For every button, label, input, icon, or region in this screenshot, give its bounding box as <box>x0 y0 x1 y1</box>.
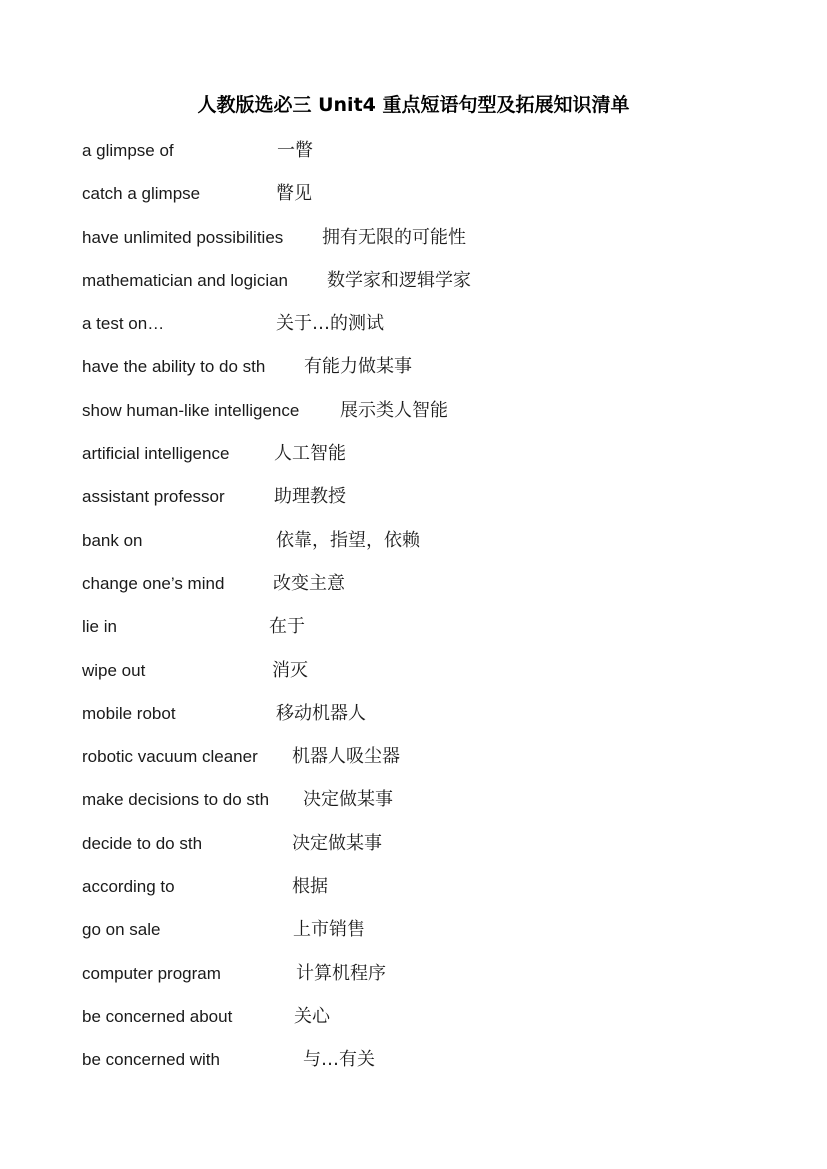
phrase-meaning: 依靠，指望，依赖 <box>276 529 420 551</box>
phrase-term: have unlimited possibilities <box>82 227 284 247</box>
phrase-meaning: 决定做某事 <box>292 832 382 854</box>
phrase-meaning: 助理教授 <box>274 486 346 508</box>
phrase-entry <box>82 701 782 744</box>
document-title: 人教版选必三 Unit4 重点短语句型及拓展知识清单 <box>197 94 630 116</box>
phrase-entry <box>82 614 782 657</box>
phrase-entry <box>82 831 782 874</box>
phrase-meaning: 瞥见 <box>276 183 312 205</box>
phrase-entry <box>82 658 782 701</box>
phrase-term: robotic vacuum cleaner <box>82 747 258 767</box>
phrase-term: go on sale <box>82 920 161 940</box>
phrase-entry <box>82 311 782 354</box>
phrase-meaning: 人工智能 <box>274 443 346 465</box>
phrase-meaning: 数学家和逻辑学家 <box>327 269 471 291</box>
phrase-meaning: 移动机器人 <box>276 702 366 724</box>
phrase-term: lie in <box>82 617 117 637</box>
phrase-entry <box>82 181 782 224</box>
phrase-entry <box>82 398 782 441</box>
phrase-term: make decisions to do sth <box>82 790 270 810</box>
phrase-term: according to <box>82 877 175 897</box>
phrase-term: have the ability to do sth <box>82 357 266 377</box>
phrase-term: bank on <box>82 530 143 550</box>
phrase-term: mathematician and logician <box>82 270 289 290</box>
phrase-meaning: 上市销售 <box>293 919 365 941</box>
phrase-term: change one’s mind <box>82 573 225 593</box>
phrase-meaning: 关于…的测试 <box>276 313 384 335</box>
phrase-entry <box>82 744 782 787</box>
phrase-entry <box>82 225 782 268</box>
phrase-entry <box>82 787 782 830</box>
phrase-term: wipe out <box>82 660 146 680</box>
phrase-meaning: 关心 <box>294 1005 330 1027</box>
phrase-entry <box>82 571 782 614</box>
phrase-meaning: 机器人吸尘器 <box>292 746 400 768</box>
phrase-term: decide to do sth <box>82 833 203 853</box>
phrase-meaning: 一瞥 <box>277 140 313 161</box>
phrase-term: be concerned about <box>82 1006 233 1026</box>
phrase-term: assistant professor <box>82 487 225 507</box>
phrase-meaning: 拥有无限的可能性 <box>322 226 466 248</box>
phrase-entry <box>82 961 782 1004</box>
phrase-entry <box>82 138 782 181</box>
phrase-term: artificial intelligence <box>82 444 230 464</box>
phrase-term: mobile robot <box>82 703 176 723</box>
phrase-meaning: 与…有关 <box>303 1049 375 1071</box>
phrase-meaning: 消灭 <box>272 659 308 681</box>
phrase-term: a glimpse of <box>82 141 174 160</box>
phrase-meaning: 展示类人智能 <box>340 399 448 421</box>
phrase-term: catch a glimpse <box>82 184 201 204</box>
phrase-list <box>82 138 782 1091</box>
phrase-entry <box>82 268 782 311</box>
phrase-entry <box>82 354 782 397</box>
phrase-term: computer program <box>82 963 221 983</box>
phrase-meaning: 计算机程序 <box>296 962 386 984</box>
phrase-meaning: 在于 <box>269 616 305 638</box>
phrase-meaning: 改变主意 <box>273 572 345 594</box>
phrase-term: show human-like intelligence <box>82 400 300 420</box>
phrase-meaning: 有能力做某事 <box>304 356 412 378</box>
phrase-entry <box>82 528 782 571</box>
phrase-meaning: 决定做某事 <box>303 789 393 811</box>
phrase-entry <box>82 874 782 917</box>
phrase-entry <box>82 1004 782 1047</box>
phrase-term: be concerned with <box>82 1050 220 1070</box>
phrase-entry <box>82 441 782 484</box>
phrase-entry <box>82 484 782 527</box>
phrase-meaning: 根据 <box>292 876 328 898</box>
phrase-term: a test on… <box>82 314 165 334</box>
phrase-entry <box>82 1047 782 1090</box>
phrase-entry <box>82 917 782 960</box>
